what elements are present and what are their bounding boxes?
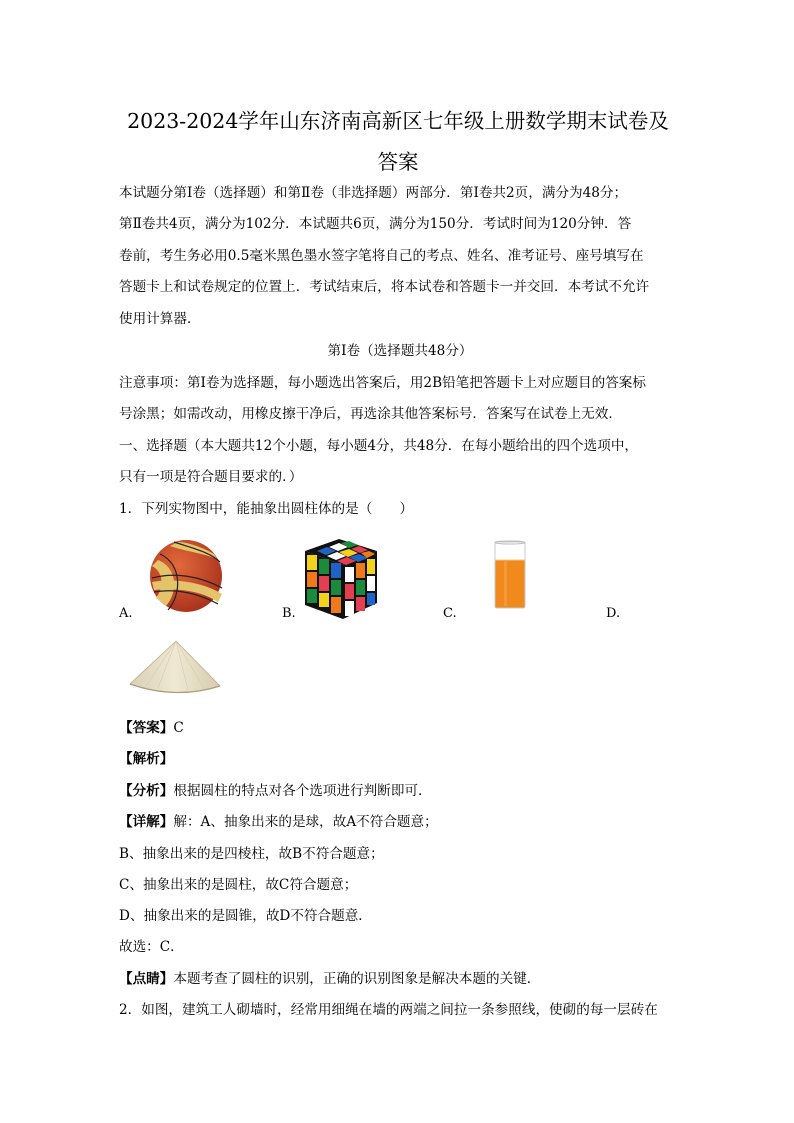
basketball-image <box>148 538 224 614</box>
part1-heading-line-2: 只有一项是符合题目要求的．） <box>119 469 303 485</box>
intro-line-4: 答题卡上和试卷规定的位置上．考试结束后，将本试卷和答题卡一并交回．本考试不允许 <box>119 279 650 295</box>
intro-line-3: 卷前，考生务必用0.5毫米黑色墨水签字笔将自己的考点、姓名、准考证号、座号填写在 <box>119 248 644 264</box>
notice-line-2: 号涂黑；如需改动，用橡皮擦干净后，再选涂其他答案标号．答案写在试卷上无效． <box>119 406 622 422</box>
glass-of-juice-image <box>492 540 528 610</box>
fenxi-tag: 【分析】 <box>119 783 174 799</box>
fenxi-text: 根据圆柱的特点对各个选项进行判断即可． <box>173 783 432 799</box>
question1-xiangjie <box>119 812 438 832</box>
answer-value: C <box>173 720 184 736</box>
question1-stem: 1．下列实物图中，能抽象出圆柱体的是（ ） <box>119 501 414 517</box>
question2-stem-line-1: 2．如图，建筑工人砌墙时，经常用细绳在墙的两端之间拉一条参照线，使砌的每一层砖在 <box>119 1002 658 1018</box>
option-b-label: B. <box>282 606 296 621</box>
question1-answer <box>119 718 184 738</box>
intro-line-1: 本试题分第Ⅰ卷（选择题）和第Ⅱ卷（非选择题）两部分．第Ⅰ卷共2页，满分为48分； <box>119 185 628 201</box>
question1-analysis <box>119 749 173 769</box>
xiangjie-line-3: C、抽象出来的是圆柱，故C符合题意； <box>119 877 358 893</box>
answer-tag: 【答案】 <box>119 720 174 736</box>
notice-line-1: 注意事项：第Ⅰ卷为选择题，每小题选出答案后，用2B铅笔把答题卡上对应题目的答案标 <box>119 375 646 391</box>
question1-dianjing <box>119 969 540 989</box>
intro-line-2: 第Ⅱ卷共4页，满分为102分．本试题共6页，满分为150分．考试时间为120分钟．答 <box>119 216 632 232</box>
xiangjie-line-4: D、抽象出来的是圆锥，故D不符合题意． <box>119 908 372 924</box>
document-title-line1: 2023-2024学年山东济南高新区七年级上册数学期末试卷及 <box>127 109 669 133</box>
document-title-line2: 答案 <box>377 150 419 174</box>
xiangjie-tag: 【详解】 <box>119 814 174 830</box>
intro-line-5: 使用计算器． <box>119 311 201 327</box>
option-c-label: C. <box>443 606 457 621</box>
option-a-label: A. <box>119 606 133 621</box>
conical-hat-image <box>128 638 224 698</box>
analysis-tag: 【解析】 <box>119 751 174 767</box>
part1-heading-line-1: 一、选择题（本大题共12个小题，每小题4分，共48分．在每小题给出的四个选项中， <box>119 438 639 454</box>
xiangjie-line-2: B、抽象出来的是四棱柱，故B不符合题意； <box>119 846 384 862</box>
rubiks-cube-image <box>303 539 379 619</box>
xiangjie-line-1: 解：A、抽象出来的是球，故A不符合题意； <box>173 814 438 830</box>
section1-heading: 第Ⅰ卷（选择题共48分） <box>327 343 473 359</box>
dianjing-tag: 【点睛】 <box>119 971 174 987</box>
xiangjie-line-5: 故选：C． <box>119 939 184 955</box>
dianjing-text: 本题考查了圆柱的识别，正确的识别图象是解决本题的关键． <box>173 971 541 987</box>
question1-fenxi <box>119 781 432 801</box>
option-d-label: D. <box>606 606 621 621</box>
